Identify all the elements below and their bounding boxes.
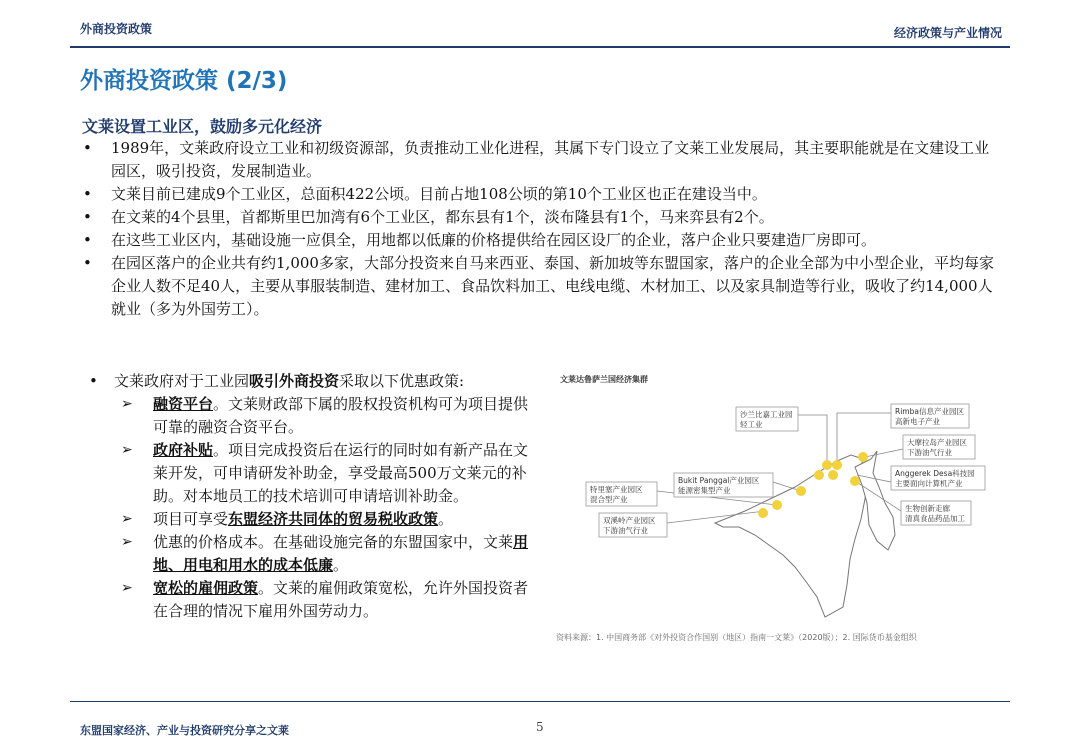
policy-item-text: 优惠的价格成本。在基础设施完备的东盟国家中，文莱 <box>153 533 514 551</box>
map-label-sub: 主要面向计算机产业 <box>895 479 963 488</box>
bullet-item: • 1989年，文莱政府设立工业和初级资源部，负责推动工业化进程，其属下专门设立了文莱工业发展局，其主要职能就是在文建设工业园区，吸引投资，发展制造业。 <box>80 137 1002 183</box>
policy-item-title: 政府补贴 <box>153 441 214 459</box>
bullet-item: • 文莱目前已建成9个工业区，总面积422公顷。目前占地108公顷的第10个工业区也正在建设当中。 <box>80 183 1002 206</box>
page-title: 外商投资政策 (2/3) <box>80 68 288 94</box>
header-section-left: 外商投资政策 <box>80 22 153 36</box>
policy-item-financing <box>80 393 535 439</box>
policy-item-cost <box>80 531 535 577</box>
policy-lead-text-end: 采取以下优惠政策: <box>339 372 465 390</box>
source-note: 资料来源：1. 中国商务部《对外投资合作国别（地区）指南一文莱》（2020版）；2. 国际货币基金组织 <box>556 633 917 642</box>
policy-item-text: 项目可享受 <box>153 510 229 528</box>
policy-lead <box>80 370 535 393</box>
map-label-sub: 下游油气行业 <box>907 448 952 457</box>
leader-line <box>865 449 903 457</box>
zone-marker <box>832 460 842 470</box>
arrow-icon: ➢ <box>121 580 133 596</box>
map-label-sub: 轻工业 <box>740 420 763 429</box>
bullet-list <box>80 137 1002 321</box>
arrow-icon: ➢ <box>121 534 133 550</box>
zone-marker <box>772 500 782 510</box>
map-label-name: Anggerek Desa科技园 <box>895 469 975 478</box>
page-number: 5 <box>536 720 544 734</box>
map-label-sub: 混合型产业 <box>590 495 628 504</box>
zone-marker <box>858 452 868 462</box>
policy-item-text-end: 。 <box>333 556 349 574</box>
bullet-item: • 在园区落户的企业共有约1,000多家，大部分投资来自马来西亚、泰国、新加坡等东盟国家，落户的企业全部为中小型企业，平均每家企业人数不足40人，主要从事服装制造、建材加工、食品饮料加工、电线电缆、木材加工、以及家具制造等行业，吸收了约14,000人就业（多为外国劳工）。 <box>80 252 1002 321</box>
zone-marker <box>796 486 806 496</box>
policy-item-subsidy <box>80 439 535 508</box>
section-subtitle: 文莱设置工业区，鼓励多元化经济 <box>82 117 323 136</box>
zone-marker <box>828 470 838 480</box>
map-label-name: Rimba信息产业园区 <box>895 407 964 416</box>
policy-item-text: 。项目完成投资后在运行的同时如有新产品在文莱开发，可申请研发补助金，享受最高500万文莱元的补助。对本地员工的技术培训可申请培训补助金。 <box>153 441 529 505</box>
zone-marker <box>822 460 832 470</box>
map-label-sub: 高新电子产业 <box>895 417 940 426</box>
policy-item-title: 东盟经济共同体的贸易税收政策 <box>228 510 439 528</box>
policy-item-title: 融资平台 <box>153 395 214 413</box>
header-section-right: 经济政策与产业情况 <box>893 26 1002 40</box>
policy-section <box>80 370 535 623</box>
footer-text: 东盟国家经济、产业与投资研究分享之文莱 <box>80 724 289 737</box>
zone-marker <box>850 476 860 486</box>
policy-item-employment <box>80 577 535 623</box>
bullet-item: • 在文莱的4个县里，首都斯里巴加湾有6个工业区，都东县有1个，淡布隆县有1个，马来弈县有2个。 <box>80 206 1002 229</box>
policy-lead-bold: 吸引外商投资 <box>249 372 340 390</box>
top-divider <box>70 46 1010 48</box>
map-label-name: 双溪岭产业园区 <box>603 516 656 525</box>
arrow-icon: ➢ <box>121 396 133 412</box>
map-title: 文莱达鲁萨兰国经济集群 <box>560 375 648 384</box>
map-label-name: 沙兰比嘉工业园 <box>740 410 793 419</box>
map-label-sub: 下游油气行业 <box>603 526 648 535</box>
arrow-icon: ➢ <box>121 442 133 458</box>
policy-item-text: 。文莱的雇佣政策宽松，允许外国投资者在合理的情况下雇用外国劳动力。 <box>153 579 529 620</box>
arrow-icon: ➢ <box>121 511 133 527</box>
policy-item-title: 宽松的雇佣政策 <box>153 579 259 597</box>
map-label-name: Bukit Panggal产业园区 <box>678 476 760 485</box>
zone-marker <box>758 508 768 518</box>
policy-lead-text: 文莱政府对于工业园 <box>114 372 250 390</box>
map-label-name: 大摩拉岛产业园区 <box>907 438 967 447</box>
bottom-divider <box>70 701 1010 702</box>
leader-line <box>798 415 827 463</box>
policy-item-title: 用地、用电和用水的成本低廉 <box>153 533 529 574</box>
map-label-name: 特里塞产业园区 <box>590 485 643 494</box>
bullet-item: • 在这些工业区内，基础设施一应俱全，用地都以低廉的价格提供给在园区设厂的企业，落户企业只要建造厂房即可。 <box>80 229 1002 252</box>
policy-item-trade <box>80 508 535 531</box>
brunei-cluster-map <box>555 395 1005 627</box>
map-label-sub: 能源密集型产业 <box>678 486 731 495</box>
map-label-sub: 清真食品药品加工 <box>905 514 965 523</box>
map-label-name: 生物创新走廊 <box>905 504 950 513</box>
policy-item-text: 。文莱财政部下属的股权投资机构可为项目提供可靠的融资合资平台。 <box>153 395 529 436</box>
zone-marker <box>814 470 824 480</box>
policy-item-text-end: 。 <box>438 510 454 528</box>
